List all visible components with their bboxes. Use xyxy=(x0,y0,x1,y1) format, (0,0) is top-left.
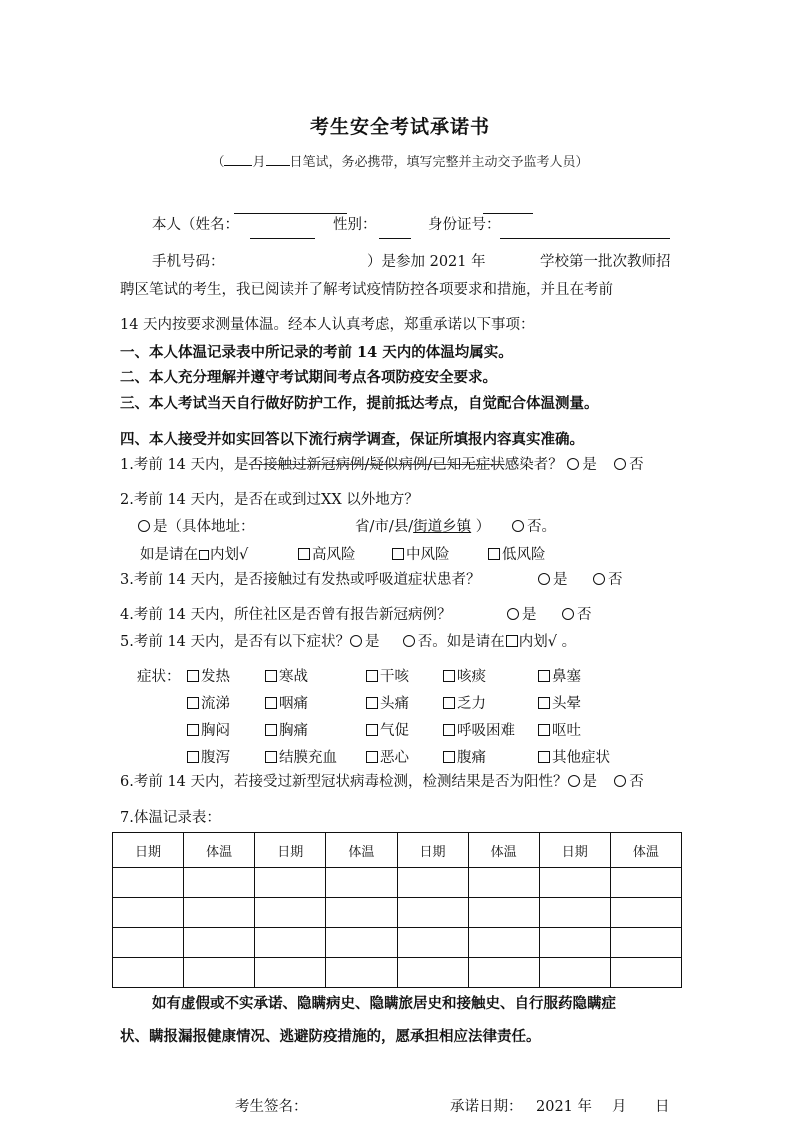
symptom-label: 其他症状 xyxy=(552,750,610,766)
symptom-checkbox[interactable] xyxy=(538,697,550,709)
symptom-checkbox[interactable] xyxy=(187,670,199,682)
q3-yes: 是 xyxy=(538,568,568,589)
question-1: 1.考前 14 天内，是否接触过新冠病例/疑似病例/已知无症状感染者？ 是 否 xyxy=(120,457,644,473)
table-cell[interactable] xyxy=(468,928,539,958)
risk-high-checkbox[interactable] xyxy=(298,548,310,560)
q1-yes-label: 是 xyxy=(582,457,597,473)
q5-no-radio[interactable] xyxy=(403,635,415,647)
table-cell[interactable] xyxy=(255,928,326,958)
table-header-row xyxy=(113,833,682,868)
school-text: 学校第一批次教师招 xyxy=(540,254,671,270)
q4-yes-radio[interactable] xyxy=(507,608,519,620)
header-temp: 体温 xyxy=(326,833,397,868)
table-cell[interactable] xyxy=(468,868,539,898)
symptom-label: 乏力 xyxy=(457,696,486,712)
symptom-checkbox[interactable] xyxy=(366,697,378,709)
table-cell[interactable] xyxy=(539,898,610,928)
q5-sample-box xyxy=(506,635,518,647)
q1-no-label: 否 xyxy=(629,457,644,473)
symptom-option xyxy=(538,665,581,686)
symptom-label: 胸痛 xyxy=(279,723,308,739)
symptom-label: 胸闷 xyxy=(201,723,230,739)
question-7: 7.体温记录表： xyxy=(120,810,221,826)
table-cell[interactable] xyxy=(539,958,610,988)
intro-line-2: 聘区笔试的考生，我已阅读并了解考试疫情防控各项要求和措施，并且在考前 xyxy=(120,282,613,298)
symptom-option xyxy=(538,719,581,740)
symptom-label: 发热 xyxy=(201,669,230,685)
symptom-label: 腹泻 xyxy=(201,750,230,766)
table-cell[interactable] xyxy=(468,898,539,928)
q6-no-radio[interactable] xyxy=(614,775,626,787)
signature-label: 考生签名： xyxy=(235,1099,308,1115)
q1-no-radio[interactable] xyxy=(614,458,626,470)
symptom-option xyxy=(538,692,581,713)
q3-yes-radio[interactable] xyxy=(538,573,550,585)
date-day: 日 xyxy=(655,1099,670,1115)
id-field[interactable] xyxy=(500,238,670,239)
symptom-checkbox[interactable] xyxy=(187,751,199,763)
symptom-option xyxy=(366,719,409,740)
symptoms-label: 症状： xyxy=(137,669,181,685)
q5-yes-radio[interactable] xyxy=(350,635,362,647)
table-cell[interactable] xyxy=(184,928,255,958)
header-temp: 体温 xyxy=(610,833,681,868)
table-cell[interactable] xyxy=(610,898,681,928)
q2-street: 街道乡镇 xyxy=(413,519,472,535)
date-month: 月 xyxy=(612,1099,627,1115)
q1-struck-text: 否接触过新冠病例/疑似病例/已知无症状 xyxy=(248,457,505,473)
table-cell[interactable] xyxy=(184,868,255,898)
gender-label: 性别： xyxy=(333,217,377,233)
table-cell[interactable] xyxy=(184,958,255,988)
commitment-1: 一、本人体温记录表中所记录的考前 14 天内的体温均属实。 xyxy=(120,344,513,361)
header-temp: 体温 xyxy=(184,833,255,868)
symptom-label: 呼吸困难 xyxy=(457,723,515,739)
symptom-option xyxy=(443,665,486,686)
subtitle-rest: 日笔试，务必携带，填写完整并主动交予监考人员） xyxy=(289,155,589,170)
symptom-label: 头痛 xyxy=(380,696,409,712)
symptom-label: 寒战 xyxy=(279,669,308,685)
table-cell[interactable] xyxy=(113,868,184,898)
table-cell[interactable] xyxy=(610,928,681,958)
table-cell[interactable] xyxy=(255,958,326,988)
q2-risk-high: 高风险 xyxy=(298,543,356,564)
q2-yes-option: 是（具体地址： xyxy=(138,515,255,536)
table-row xyxy=(113,928,682,958)
symptom-checkbox[interactable] xyxy=(443,751,455,763)
symptom-label: 恶心 xyxy=(380,750,409,766)
subtitle-open: （ xyxy=(211,155,225,170)
header-temp: 体温 xyxy=(468,833,539,868)
symptom-option xyxy=(265,719,308,740)
symptom-checkbox[interactable] xyxy=(265,670,277,682)
symptom-label: 流涕 xyxy=(201,696,230,712)
table-cell[interactable] xyxy=(255,868,326,898)
q2-region: 省/市/县/街道乡镇 ） xyxy=(355,519,491,535)
day-blank[interactable] xyxy=(266,153,290,166)
intro-line-3: 14 天内按要求测量体温。经本人认真考虑，郑重承诺以下事项： xyxy=(120,317,535,333)
document-title: 考生安全考试承诺书 xyxy=(309,116,490,138)
document-subtitle xyxy=(0,151,800,170)
table-row xyxy=(113,958,682,988)
commitment-3: 三、本人考试当天自行做好防护工作，提前抵达考点，自觉配合体温测量。 xyxy=(120,395,599,412)
symptom-checkbox[interactable] xyxy=(538,724,550,736)
id-top-line xyxy=(483,213,533,214)
symptom-checkbox[interactable] xyxy=(187,697,199,709)
symptom-option xyxy=(187,692,230,713)
table-cell[interactable] xyxy=(184,898,255,928)
commitment-4: 四、本人接受并如实回答以下流行病学调查，保证所填报内容真实准确。 xyxy=(120,431,584,448)
symptom-label: 咽痛 xyxy=(279,696,308,712)
symptom-checkbox[interactable] xyxy=(187,724,199,736)
temperature-table xyxy=(112,832,682,988)
subtitle-month: 月 xyxy=(252,155,266,170)
q4-no: 否 xyxy=(562,603,592,624)
symptom-option xyxy=(187,665,230,686)
id-label: 身份证号： xyxy=(428,217,501,233)
symptom-option xyxy=(265,692,308,713)
symptom-label: 气促 xyxy=(380,723,409,739)
commitment-2: 二、本人充分理解并遵守考试期间考点各项防疫安全要求。 xyxy=(120,369,497,386)
table-row xyxy=(113,898,682,928)
symptom-checkbox[interactable] xyxy=(538,751,550,763)
table-cell[interactable] xyxy=(113,958,184,988)
symptom-option xyxy=(265,746,337,767)
symptom-option xyxy=(443,692,486,713)
q2-yes-radio[interactable] xyxy=(138,520,150,532)
symptom-checkbox[interactable] xyxy=(443,697,455,709)
q3-no-radio[interactable] xyxy=(593,573,605,585)
symptom-option xyxy=(443,719,515,740)
name-field[interactable] xyxy=(250,238,315,239)
symptom-checkbox[interactable] xyxy=(265,751,277,763)
table-cell[interactable] xyxy=(397,958,468,988)
table-cell[interactable] xyxy=(326,898,397,928)
question-4: 4.考前 14 天内，所住社区是否曾有报告新冠病例？ xyxy=(120,607,452,623)
q2-no-option: 否。 xyxy=(512,515,556,536)
symptom-checkbox[interactable] xyxy=(265,697,277,709)
table-row xyxy=(113,868,682,898)
symptom-label: 呕吐 xyxy=(552,723,581,739)
symptom-checkbox[interactable] xyxy=(265,724,277,736)
q2-if-yes: 如是请在 内划√ xyxy=(140,547,249,563)
q6-yes-radio[interactable] xyxy=(568,775,580,787)
symptom-checkbox[interactable] xyxy=(443,670,455,682)
risk-mid-checkbox[interactable] xyxy=(392,548,404,560)
q2-no-radio[interactable] xyxy=(512,520,524,532)
q1-yes-radio[interactable] xyxy=(567,458,579,470)
date-label: 承诺日期： xyxy=(450,1099,523,1115)
question-3: 3.考前 14 天内，是否接触过有发热或呼吸道症状患者？ xyxy=(120,572,481,588)
symptom-option xyxy=(538,746,610,767)
table-cell[interactable] xyxy=(113,898,184,928)
phone-label: 手机号码： xyxy=(152,254,225,270)
symptom-option xyxy=(187,746,230,767)
table-cell[interactable] xyxy=(326,958,397,988)
q4-no-radio[interactable] xyxy=(562,608,574,620)
symptom-option xyxy=(265,665,308,686)
table-cell[interactable] xyxy=(539,928,610,958)
month-blank[interactable] xyxy=(224,153,252,166)
question-5: 5.考前 14 天内，是否有以下症状？ 是 否。如是请在 内划√ 。 xyxy=(120,634,577,650)
symptom-checkbox[interactable] xyxy=(366,751,378,763)
declaration-line-2: 状、瞒报漏报健康情况、逃避防疫措施的，愿承担相应法律责任。 xyxy=(120,1028,541,1045)
symptom-label: 头晕 xyxy=(552,696,581,712)
table-cell[interactable] xyxy=(539,868,610,898)
header-date: 日期 xyxy=(539,833,610,868)
risk-low-checkbox[interactable] xyxy=(488,548,500,560)
table-cell[interactable] xyxy=(113,928,184,958)
header-date: 日期 xyxy=(113,833,184,868)
table-cell[interactable] xyxy=(610,868,681,898)
symptom-checkbox[interactable] xyxy=(443,724,455,736)
symptom-label: 鼻塞 xyxy=(552,669,581,685)
q3-no: 否 xyxy=(593,568,623,589)
table-cell[interactable] xyxy=(397,898,468,928)
symptom-checkbox[interactable] xyxy=(538,670,550,682)
participate-text: ）是参加 2021 年 xyxy=(367,254,486,270)
name-label: 本人（姓名： xyxy=(152,217,239,233)
table-cell[interactable] xyxy=(255,898,326,928)
table-cell[interactable] xyxy=(397,928,468,958)
symptom-label: 腹痛 xyxy=(457,750,486,766)
symptom-label: 结膜充血 xyxy=(279,750,337,766)
table-cell[interactable] xyxy=(610,958,681,988)
table-cell[interactable] xyxy=(397,868,468,898)
symptom-checkbox[interactable] xyxy=(366,724,378,736)
question-6: 6.考前 14 天内，若接受过新型冠状病毒检测，检测结果是否为阳性？ 是 否 xyxy=(120,774,644,790)
declaration-line-1: 如有虚假或不实承诺、隐瞒病史、隐瞒旅居史和接触史、自行服药隐瞒症 xyxy=(152,995,616,1012)
symptom-option xyxy=(443,746,486,767)
q2-risk-low: 低风险 xyxy=(488,543,546,564)
symptom-checkbox[interactable] xyxy=(366,670,378,682)
q4-yes: 是 xyxy=(507,603,537,624)
date-year: 2021 年 xyxy=(536,1099,593,1115)
table-cell[interactable] xyxy=(468,958,539,988)
question-2: 2.考前 14 天内，是否在或到过XX 以外地方？ xyxy=(120,492,419,508)
q2-sample-box xyxy=(199,550,209,560)
symptom-label: 干咳 xyxy=(380,669,409,685)
name-top-line xyxy=(234,213,347,214)
symptom-option xyxy=(366,692,409,713)
symptom-option xyxy=(366,746,409,767)
q2-risk-mid: 中风险 xyxy=(392,543,450,564)
symptom-option xyxy=(187,719,230,740)
symptom-option xyxy=(366,665,409,686)
table-cell[interactable] xyxy=(326,928,397,958)
header-date: 日期 xyxy=(397,833,468,868)
header-date: 日期 xyxy=(255,833,326,868)
gender-field[interactable] xyxy=(379,238,411,239)
table-cell[interactable] xyxy=(326,868,397,898)
symptom-label: 咳痰 xyxy=(457,669,486,685)
